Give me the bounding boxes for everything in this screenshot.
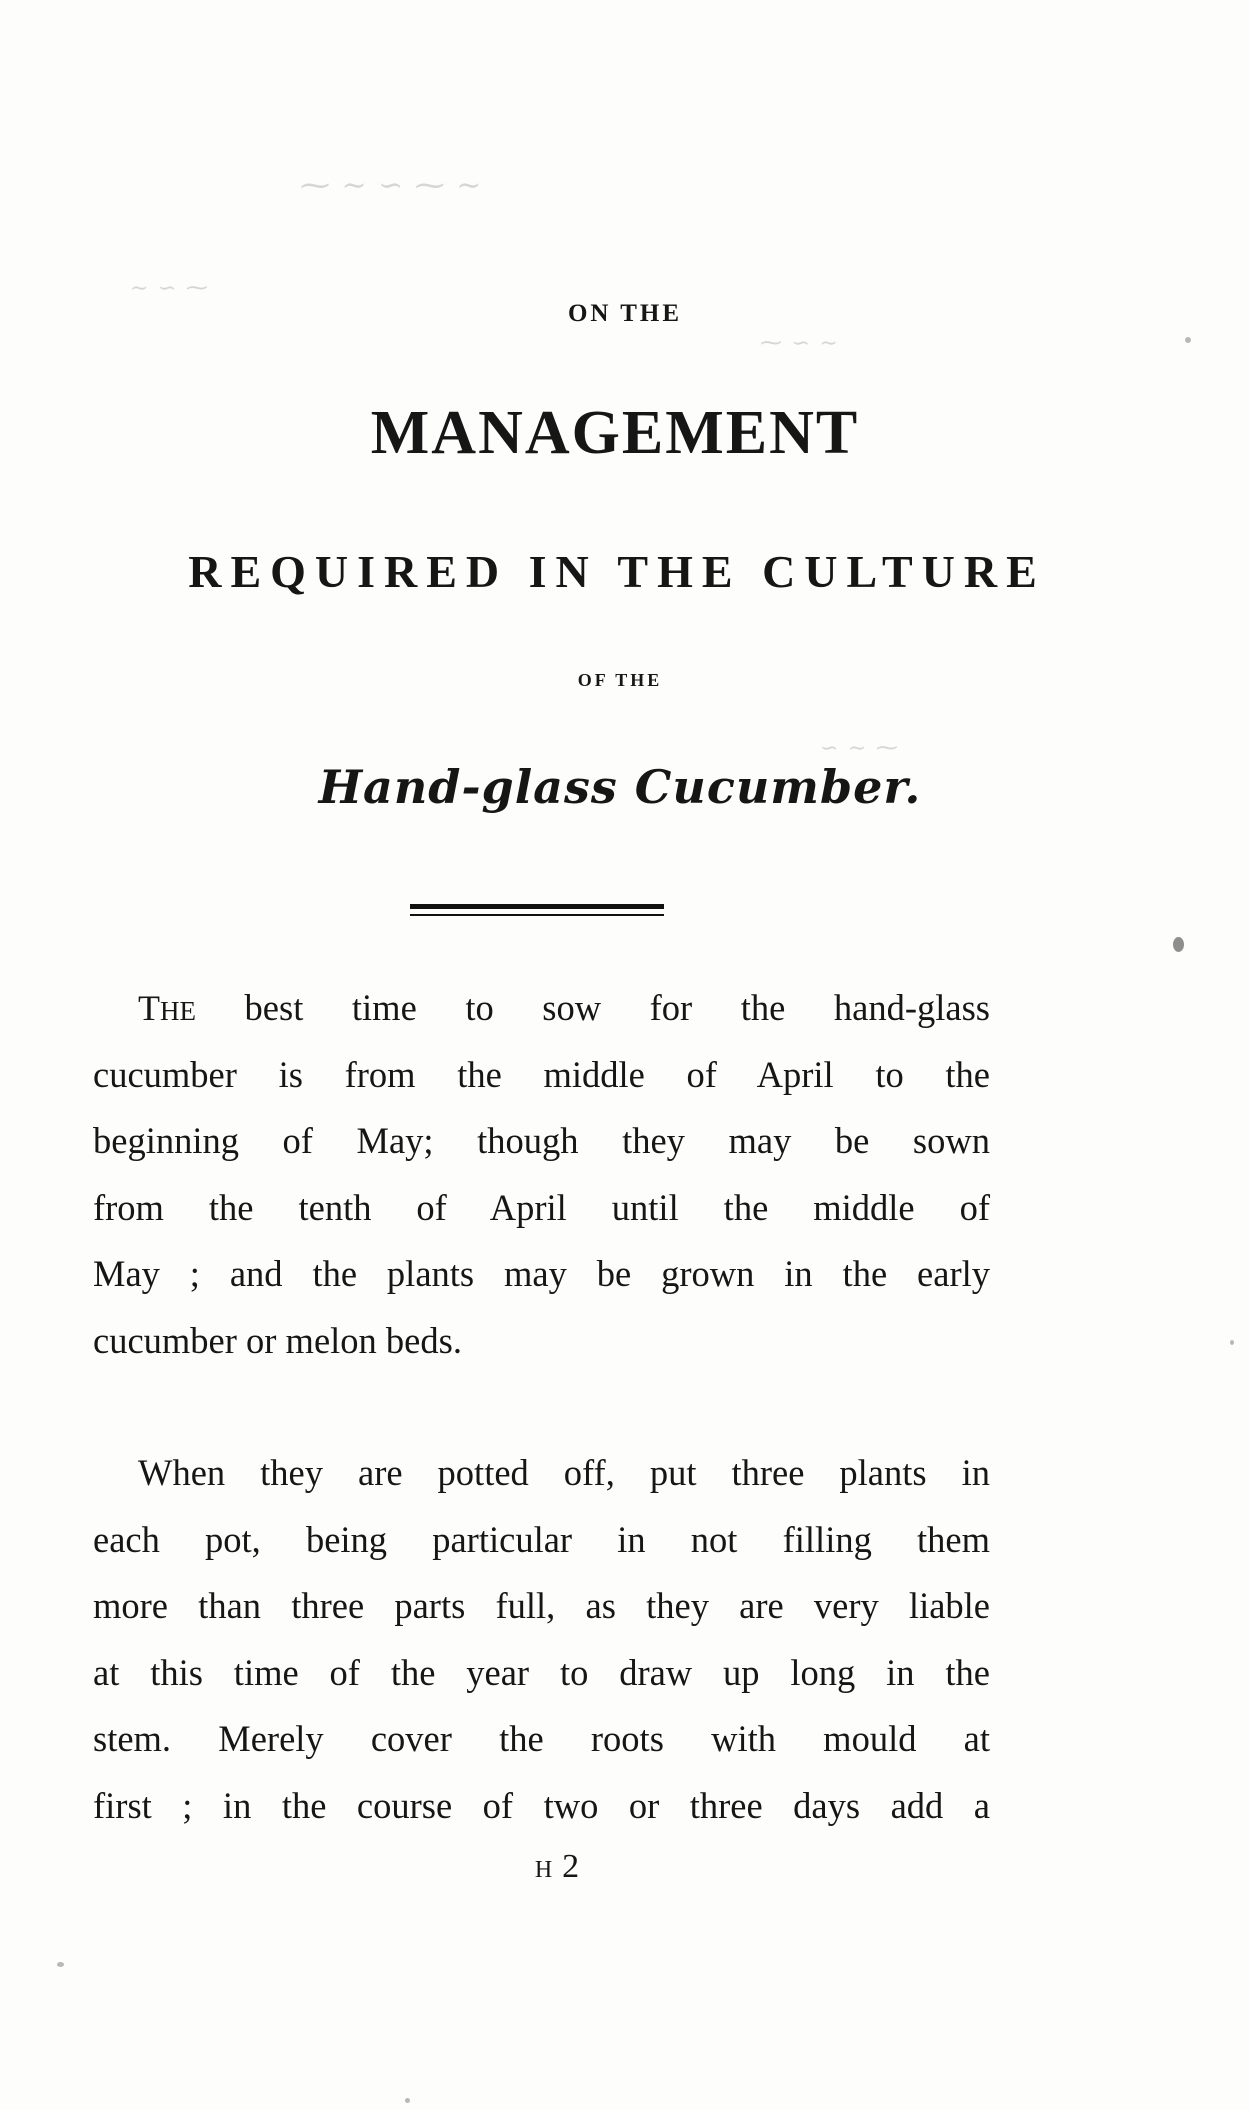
paper-speck bbox=[1173, 937, 1184, 952]
paragraph-2 bbox=[93, 1440, 990, 1839]
double-rule-thin bbox=[410, 914, 664, 916]
paragraph-line: first ; in the course of two or three days add a bbox=[93, 1784, 990, 1826]
of-the-label: OF THE bbox=[577, 670, 663, 690]
drop-cap: THE bbox=[138, 988, 196, 1028]
signature-mark bbox=[0, 1848, 1182, 1886]
paragraph-line: When they are potted off, put three plants in bbox=[138, 1452, 990, 1493]
paragraph-line: cucumber is from the middle of April to the bbox=[93, 1053, 990, 1095]
paragraph-line: from the tenth of April until the middle of bbox=[93, 1186, 990, 1228]
pre-title: ON THE bbox=[567, 300, 683, 327]
paper-speck bbox=[1185, 337, 1191, 343]
paper-speck bbox=[57, 1962, 64, 1967]
paragraph-line: May ; and the plants may be grown in the early bbox=[93, 1253, 990, 1294]
signature-letter: H bbox=[534, 1857, 555, 1883]
show-through-smudge: ∽ ∼ ⁓ bbox=[820, 735, 900, 760]
paragraph-line: THE best time to sow for the hand-glass bbox=[138, 987, 990, 1028]
show-through-smudge: ⁓ ∽ ∼ bbox=[760, 330, 840, 355]
paragraph-line: each pot, being particular in not filling them bbox=[93, 1518, 990, 1560]
paragraph-line: at this time of the year to draw up long in the bbox=[93, 1651, 990, 1693]
subtitle: REQUIRED IN THE CULTURE bbox=[188, 546, 1046, 597]
signature-number: 2 bbox=[562, 1848, 580, 1885]
paragraph-line: beginning of May; though they may be sown bbox=[93, 1120, 990, 1161]
paragraph-line: stem. Merely cover the roots with mould at bbox=[93, 1718, 990, 1759]
blackletter-title: Hand-glass Cucumber. bbox=[318, 760, 922, 814]
paragraph-line: cucumber or melon beds. bbox=[93, 1319, 462, 1361]
show-through-smudge: ⁓ ∼ ∽ ⁓ ∼ bbox=[300, 169, 484, 202]
page-title: MANAGEMENT bbox=[370, 399, 860, 467]
paper-speck bbox=[1230, 1340, 1234, 1345]
show-through-smudge: ∼ ∽ ⁓ bbox=[130, 275, 210, 300]
paragraph-line: more than three parts full, as they are very liable bbox=[93, 1585, 990, 1626]
paragraph-1 bbox=[93, 975, 990, 1374]
paper-speck bbox=[405, 2098, 410, 2103]
double-rule-thick bbox=[410, 904, 664, 909]
